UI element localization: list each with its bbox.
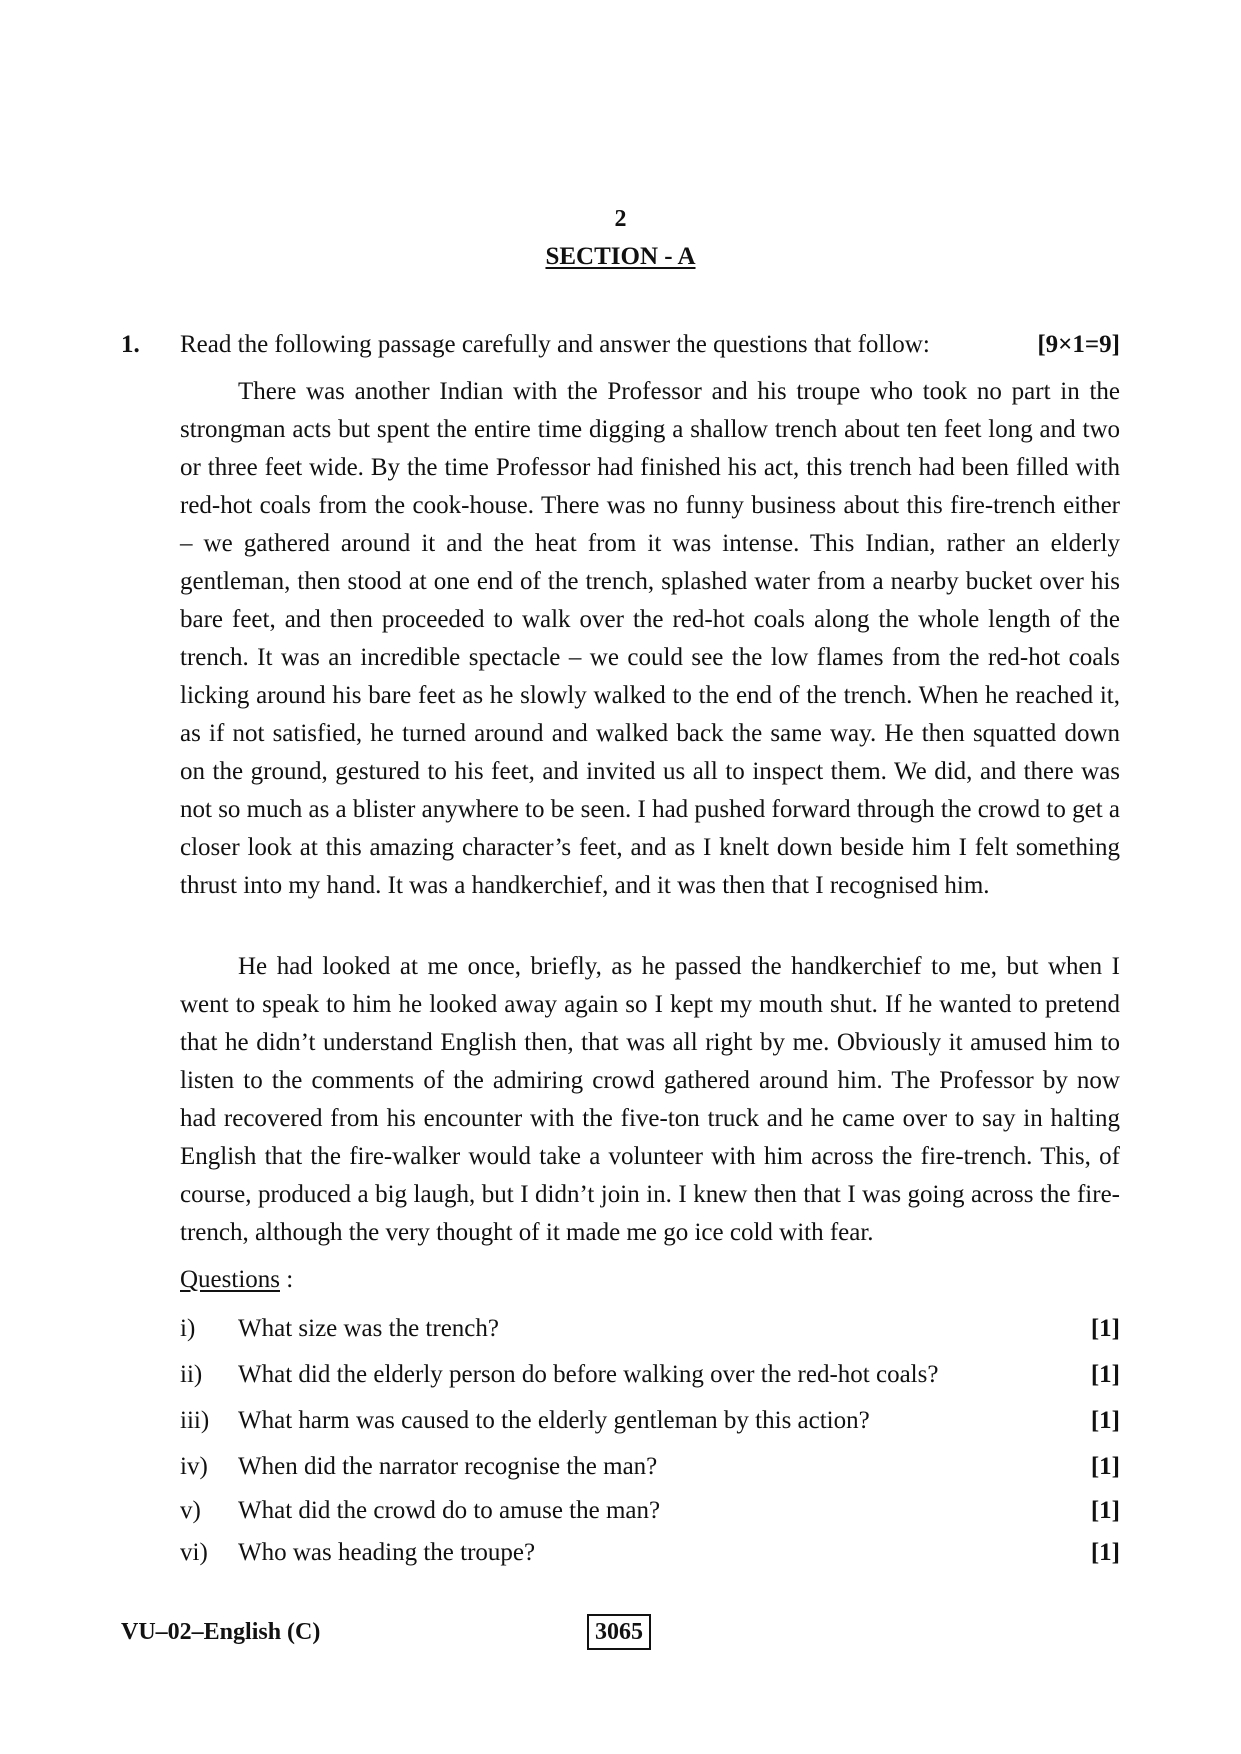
passage-paragraph-1: There was another Indian with the Professor and his troupe who took no part in the strongman acts but spent the entire time digging a shallow trench about ten feet long and two or three feet wide. By the time Professor had finished his act, this trench had been filled with red-hot coals from the cook-house. There was no funny business about this fire-trench either – we gathered around it and the heat from it was intense. This Indian, rather an elderly gentleman, then stood at one end of the trench, splashed water from a nearby bucket over his bare feet, and then proceeded to walk over the red-hot coals along the whole length of the trench. It was an incredible spectacle – we could see the low flames from the red-hot coals licking around his bare feet as he slowly walked to the end of the trench. When he reached it, as if not satisfied, he turned around and walked back the same way. He then squatted down on the ground, gestured to his feet, and invited us all to inspect them. We did, and there was not so much as a blister anywhere to be seen. I had pushed forward through the crowd to get a closer look at this amazing character’s feet, and as I knelt down beside him I felt something thrust into my hand. It was a handkerchief, and it was then that I recognised him. xyxy=(180,378,1121,899)
sub-question-text: What size was the trench? xyxy=(238,1315,499,1342)
sub-question-number: iv) xyxy=(180,1453,208,1480)
sub-question-text: Who was heading the troupe? xyxy=(238,1539,536,1566)
sub-question-marks: [1] xyxy=(1090,1407,1120,1434)
section-heading: SECTION - A xyxy=(545,243,696,270)
serial-number-box: 3065 xyxy=(587,1614,651,1650)
sub-question-2 xyxy=(180,1358,1120,1392)
sub-question-6 xyxy=(180,1536,1120,1570)
sub-question-marks: [1] xyxy=(1090,1361,1120,1388)
sub-question-text: What did the elderly person do before walking over the red-hot coals? xyxy=(238,1361,939,1388)
sub-question-3 xyxy=(180,1404,1120,1438)
sub-question-number: i) xyxy=(180,1315,196,1342)
sub-question-marks: [1] xyxy=(1090,1497,1120,1524)
question-instruction: Read the following passage carefully and answer the questions that follow: xyxy=(180,331,930,358)
sub-question-marks: [1] xyxy=(1090,1453,1120,1480)
paper-code: VU–02–English (C) xyxy=(121,1619,321,1645)
question-marks: [9×1=9] xyxy=(1037,331,1120,358)
sub-question-number: ii) xyxy=(180,1361,203,1388)
questions-label-text: Questions xyxy=(180,1266,280,1293)
sub-question-number: vi) xyxy=(180,1539,208,1566)
sub-question-number: v) xyxy=(180,1497,201,1524)
sub-question-number: iii) xyxy=(180,1407,210,1434)
sub-question-text: When did the narrator recognise the man? xyxy=(238,1453,658,1480)
question-number: 1. xyxy=(121,331,140,358)
sub-question-text: What did the crowd do to amuse the man? xyxy=(238,1497,661,1524)
sub-question-1 xyxy=(180,1312,1120,1346)
sub-question-marks: [1] xyxy=(1090,1539,1120,1566)
sub-question-4 xyxy=(180,1450,1120,1484)
questions-label xyxy=(180,1264,293,1296)
passage-paragraph-2: He had looked at me once, briefly, as he passed the handkerchief to me, but when I went to speak to him he looked away again so I kept my mouth shut. If he wanted to pretend that he didn’t understand English then, that was all right by me. Obviously it amused him to listen to the comments of the admiring crowd gathered around him. The Professor by now had recovered from his encounter with the five-ton truck and he came over to say in halting English that the fire-walker would take a volunteer with him across the fire-trench. This, of course, produced a big laugh, but I didn’t join in. I knew then that I was going across the fire-trench, although the very thought of it made me go ice cold with fear. xyxy=(180,953,1120,1246)
sub-question-5 xyxy=(180,1494,1120,1528)
sub-question-marks: [1] xyxy=(1090,1315,1120,1342)
page-number: 2 xyxy=(614,206,627,232)
questions-label-colon: : xyxy=(280,1266,294,1293)
sub-question-text: What harm was caused to the elderly gentleman by this action? xyxy=(238,1407,870,1434)
